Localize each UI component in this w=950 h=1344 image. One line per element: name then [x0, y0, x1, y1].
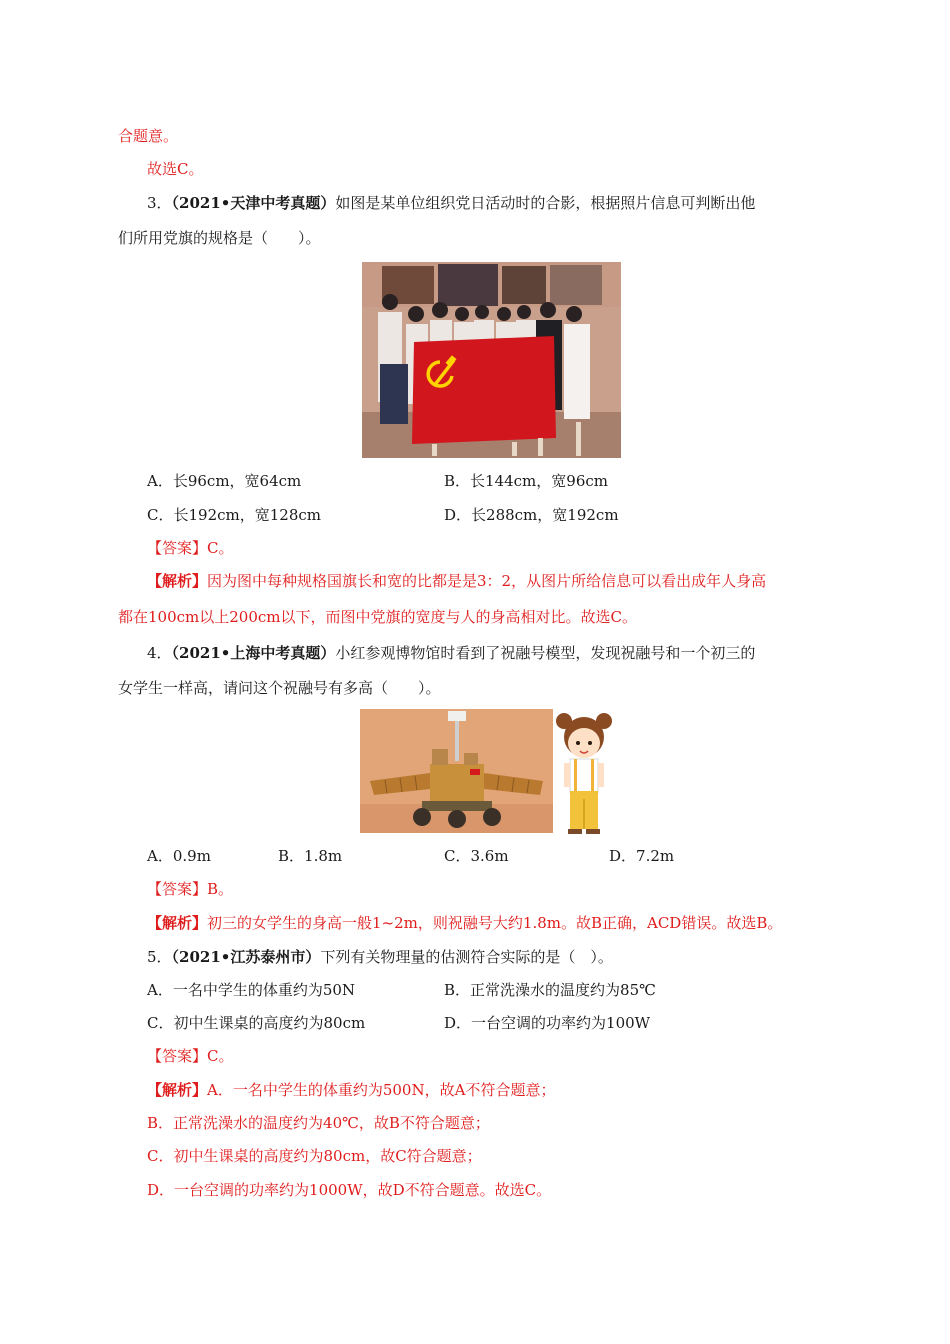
q3-option-b: B．长144cm，宽96cm: [444, 472, 608, 490]
q3-analysis-text: 因为图中每种规格国旗长和宽的比都是是3：2，从图片所给信息可以看出成年人身高: [207, 572, 767, 590]
q4-option-b: B．1.8m: [278, 847, 343, 865]
q3-analysis-tag: 【解析】: [147, 572, 208, 590]
q3-answer: 【答案】C。: [147, 539, 234, 557]
q3-stem-line-2: 们所用党旗的规格是（ ）。: [118, 229, 321, 247]
q4-analysis-text: 初三的女学生的身高一般1~2m，则祝融号大约1.8m。故B正确，ACD错误。故选B。: [207, 914, 783, 932]
q5-number: 5．: [147, 948, 172, 966]
q4-number: 4．: [147, 644, 172, 662]
q5-answer: 【答案】C。: [147, 1047, 234, 1065]
q4-analysis-tag: 【解析】: [147, 914, 208, 932]
q5-stem-line-1: [147, 946, 887, 968]
q4-girl-cartoon-image: [556, 707, 612, 835]
q3-analysis-line-2: 都在100cm以上200cm以下，而图中党旗的宽度与人的身高相对比。故选C。: [118, 608, 637, 626]
q4-option-c: C．3.6m: [444, 847, 509, 865]
q3-option-c: C．长192cm，宽128cm: [147, 506, 321, 524]
q4-analysis-line-1: [147, 912, 887, 934]
q5-analysis-line-4: D．一台空调的功率约为1000W，故D不符合题意。故选C。: [147, 1181, 552, 1199]
q5-source: （2021•江苏泰州市）: [171, 948, 321, 966]
q3-stem-text: 如图是某单位组织党日活动时的合影，根据照片信息可判断出他: [335, 194, 756, 212]
q4-stem-text: 小红参观博物馆时看到了祝融号模型，发现祝融号和一个初三的: [335, 644, 756, 662]
q5-option-a: A．一名中学生的体重约为50N: [147, 981, 356, 999]
q3-source: （2021•天津中考真题）: [171, 194, 336, 212]
q4-answer: 【答案】B。: [147, 880, 234, 898]
q3-group-photo-with-party-flag: [362, 262, 621, 458]
q5-analysis-line-3: C．初中生课桌的高度约为80cm，故C符合题意；: [147, 1147, 482, 1165]
q4-option-a: A．0.9m: [147, 847, 211, 865]
q5-analysis-text: A．一名中学生的体重约为500N，故A不符合题意；: [207, 1081, 556, 1099]
q3-option-d: D．长288cm，宽192cm: [444, 506, 619, 524]
q4-source: （2021•上海中考真题）: [171, 644, 336, 662]
previous-answer-tail: 合题意。: [118, 127, 179, 145]
q3-stem-line-1: [147, 192, 887, 214]
q4-stem-line-2: 女学生一样高，请问这个祝融号有多高（ ）。: [118, 679, 441, 697]
q5-analysis-tag: 【解析】: [147, 1081, 208, 1099]
q4-stem-line-1: [147, 642, 887, 664]
previous-answer-choice: 故选C。: [147, 160, 204, 178]
q5-analysis-line-2: B．正常洗澡水的温度约为40℃，故B不符合题意；: [147, 1114, 490, 1132]
q4-option-d: D．7.2m: [609, 847, 675, 865]
q5-option-d: D．一台空调的功率约为100W: [444, 1014, 651, 1032]
q3-analysis-line-1: [147, 570, 887, 592]
q5-stem-text: 下列有关物理量的估测符合实际的是（ ）。: [320, 948, 613, 966]
q5-option-b: B．正常洗澡水的温度约为85℃: [444, 981, 656, 999]
q5-option-c: C．初中生课桌的高度约为80cm: [147, 1014, 366, 1032]
q3-option-a: A．长96cm，宽64cm: [147, 472, 302, 490]
q4-zhurong-rover-image: [360, 709, 553, 833]
q3-number: 3．: [147, 194, 172, 212]
q5-analysis-line-1: [147, 1079, 887, 1101]
